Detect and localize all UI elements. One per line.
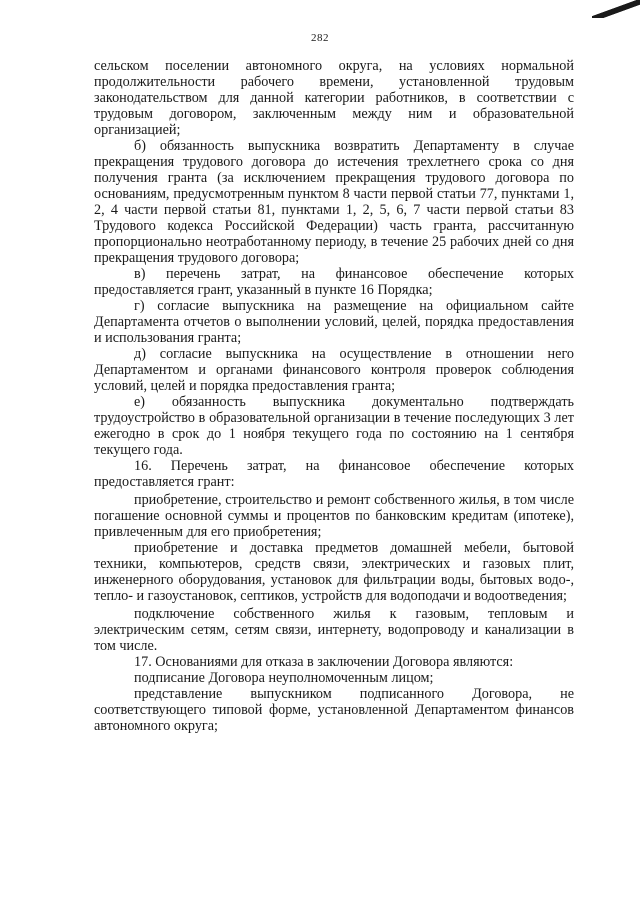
paragraph-item-b: б) обязанность выпускника возвратить Департаменту в случае прекращения трудового договора до истечения трехлетнего срока со дня получения гранта (за исключением прекращения трудового договора по основаниям, предусмотренным пунктом 8 части первой статьи 77, пунктами 1, 2, 4 части первой статьи 81, пунктами 1, 2, 5, 6, 7 части первой статьи 83 Трудового кодекса Российской Федерации) часть гранта, рассчитанную пропорционально неотработанному периоду, в течение 25 рабочих дней со дня прекращения трудового договора; xyxy=(94,138,574,266)
paragraph-expense-equipment: приобретение и доставка предметов домашней мебели, бытовой техники, компьютеров, средств связи, электрических и газовых плит, инженерного оборудования, установок для фильтрации воды, бытовых водо-, тепло- и газоустановок, септиков, устройств для водоподачи и водоотведения; xyxy=(94,540,574,604)
paragraph-expense-utilities: подключение собственного жилья к газовым, тепловым и электрическим сетям, сетям связи, интернету, водопроводу и канализации в том числе. xyxy=(94,606,574,654)
document-body xyxy=(94,58,574,734)
paragraph-section-16: 16. Перечень затрат, на финансовое обеспечение которых предоставляется грант: xyxy=(94,458,574,490)
paragraph-section-17: 17. Основаниями для отказа в заключении Договора являются: xyxy=(134,654,514,670)
scan-corner-mark xyxy=(592,0,640,18)
paragraph-item-e: е) обязанность выпускника документально подтверждать трудоустройство в образовательной организации в течение последующих 3 лет ежегодно в срок до 1 ноября текущего года по состоянию на 1 сентября текущего года. xyxy=(94,394,574,458)
paragraph-expense-housing: приобретение, строительство и ремонт собственного жилья, в том числе погашение основной суммы и процентов по банковским кредитам (ипотеке), привлеченным для его приобретения; xyxy=(94,492,574,540)
paragraph-item-v: в) перечень затрат, на финансовое обеспечение которых предоставляется грант, указанный в пункте 16 Порядка; xyxy=(94,266,574,298)
paragraph-item-g: г) согласие выпускника на размещение на официальном сайте Департамента отчетов о выполнении условий, целей, порядка предоставления и использования гранта; xyxy=(94,298,574,346)
paragraph-refusal-unauthorized: подписание Договора неуполномоченным лицом; xyxy=(134,670,434,686)
page-number: 282 xyxy=(311,32,329,44)
paragraph-item-d: д) согласие выпускника на осуществление в отношении него Департаментом и органами финансового контроля проверок соблюдения условий, целей и порядка предоставления гранта; xyxy=(94,346,574,394)
paragraph-continuation: сельском поселении автономного округа, на условиях нормальной продолжительности рабочего времени, установленной трудовым законодательством для данной категории работников, в соответствии с трудовым договором, заключенным между ним и образовательной организацией; xyxy=(94,58,574,138)
paragraph-refusal-nonconforming: представление выпускником подписанного Договора, не соответствующего типовой форме, установленной Департаментом финансов автономного округа; xyxy=(94,686,574,734)
